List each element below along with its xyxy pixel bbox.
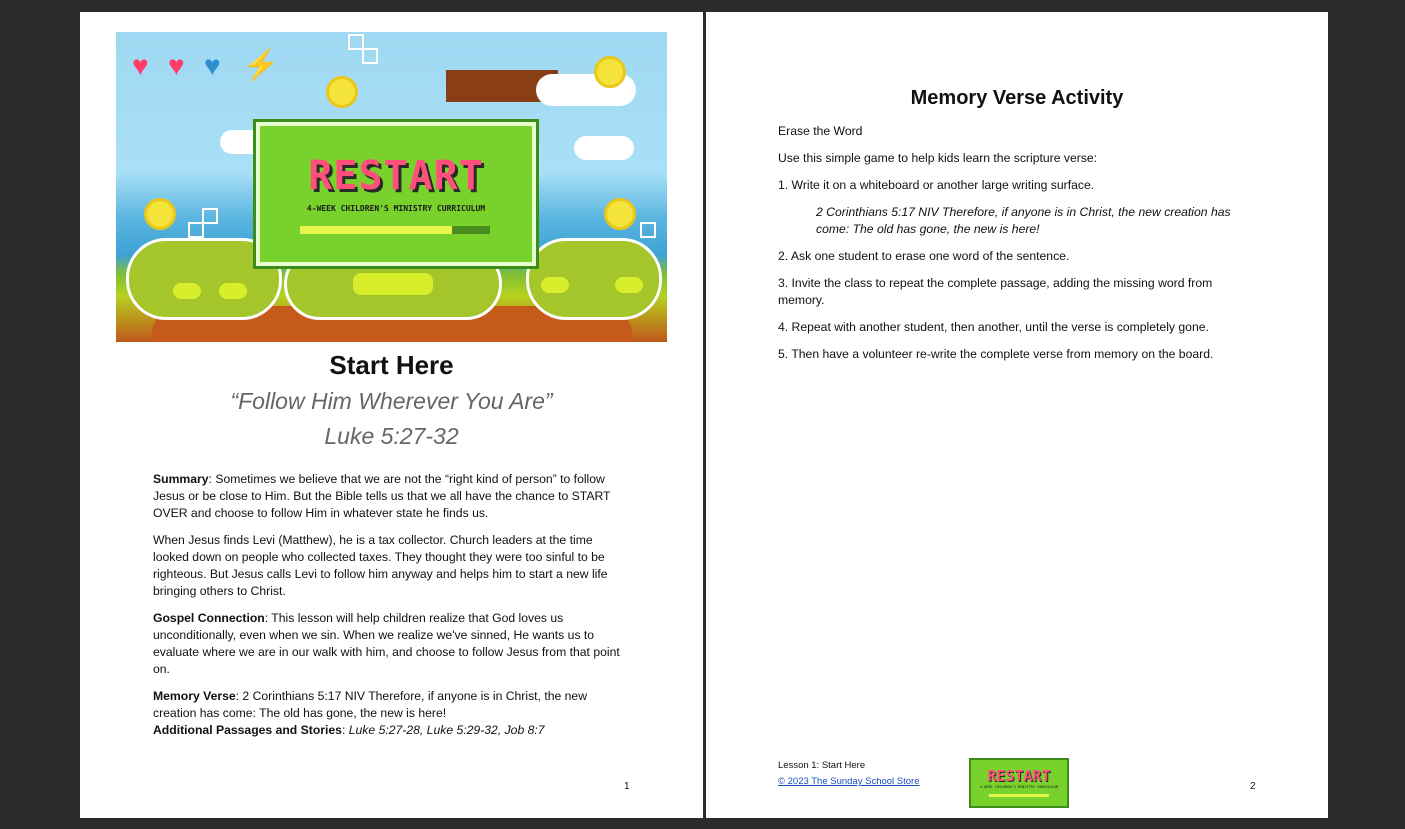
additional-paragraph <box>153 722 631 739</box>
activity-body <box>778 123 1238 373</box>
pixel-square <box>188 222 204 238</box>
copyright-link[interactable]: © 2023 The Sunday School Store <box>778 776 920 787</box>
logo-subtitle: 4-WEEK CHILDREN'S MINISTRY CURRICULUM <box>306 204 486 213</box>
step-2: 2. Ask one student to erase one word of the sentence. <box>778 249 1070 263</box>
coin-icon <box>144 198 176 230</box>
gospel-label: Gospel Connection <box>153 611 265 625</box>
page-number: 2 <box>1250 781 1256 792</box>
summary-label: Summary <box>153 472 209 486</box>
restart-logo: RESTART <box>308 153 484 199</box>
pixel-square <box>362 48 378 64</box>
section-title: Memory Verse Activity <box>910 87 1124 109</box>
cloud <box>574 136 634 160</box>
restart-banner-image <box>116 32 667 342</box>
game-name: Erase the Word <box>778 124 863 138</box>
game-screen <box>256 122 536 266</box>
footer-lesson: Lesson 1: Start Here <box>778 760 866 771</box>
page-number: 1 <box>624 781 630 792</box>
memory-label: Memory Verse <box>153 689 236 703</box>
page-2 <box>706 12 1328 818</box>
summary-text: : Sometimes we believe that we are not the “right kind of person” to follow Jesus or be close to Him. But the Bible tells us that we all have the chance to START OVER and choose to follow Him in whatever state he finds us. <box>153 472 611 520</box>
heart-icon: ♥ <box>168 50 185 81</box>
step-3: 3. Invite the class to repeat the complete passage, adding the missing word from memory. <box>778 276 1213 307</box>
bush <box>526 238 662 320</box>
footer-logo-subtitle: 4-WEEK CHILDREN'S MINISTRY CURRICULUM <box>980 785 1058 789</box>
summary-paragraph <box>153 471 631 522</box>
additional-text: Luke 5:27-28, Luke 5:29-32, Job 8:7 <box>348 723 545 737</box>
gospel-paragraph <box>153 610 631 678</box>
levi-paragraph: When Jesus finds Levi (Matthew), he is a tax collector. Church leaders at the time looked down on people who collected taxes. They thought they were too sinful to be righteous. But Jesus calls Levi to follow him anyway and helps him to start a new life bringing others to Christ. <box>153 533 608 598</box>
progress-bar <box>300 226 490 234</box>
page-footer <box>778 758 920 790</box>
coin-icon <box>604 198 636 230</box>
footer-logo <box>969 758 1069 808</box>
gospel-text: : This lesson will help children realize that God loves us unconditionally, even when we sin. When we realize we've sinned, He wants us to evaluate where we are in our walk with him, and choose to follow Jesus from that point on. <box>153 611 620 676</box>
pixel-square <box>640 222 656 238</box>
step-4: 4. Repeat with another student, then another, until the verse is completely gone. <box>778 320 1209 334</box>
verse-text: 2 Corinthians 5:17 NIV Therefore, if anyone is in Christ, the new creation has come: The old has gone, the new is here! <box>816 205 1231 236</box>
coin-icon <box>326 76 358 108</box>
scripture-reference: Luke 5:27-32 <box>324 423 459 449</box>
step-1: 1. Write it on a whiteboard or another large writing surface. <box>778 178 1095 192</box>
lesson-theme: “Follow Him Wherever You Are” <box>230 388 553 414</box>
page-1 <box>80 12 703 818</box>
page-title: Start Here <box>329 350 454 380</box>
additional-separator: : <box>341 723 349 737</box>
footer-logo-bar <box>989 794 1049 797</box>
additional-label: Additional Passages and Stories <box>153 723 342 737</box>
intro-text: Use this simple game to help kids learn the scripture verse: <box>778 151 1098 165</box>
memory-paragraph <box>153 688 631 722</box>
lightning-icon: ⚡ <box>242 49 280 82</box>
pixel-square <box>202 208 218 224</box>
coin-icon <box>594 56 626 88</box>
heart-icon: ♥ <box>204 50 221 81</box>
memory-text: : 2 Corinthians 5:17 NIV Therefore, if anyone is in Christ, the new creation has come: The old has gone, the new is here! <box>153 689 588 720</box>
progress-bar-fill <box>300 226 452 234</box>
lesson-body <box>153 471 631 749</box>
footer-logo-text: RESTART <box>987 767 1051 785</box>
step-5: 5. Then have a volunteer re-write the complete verse from memory on the board. <box>778 347 1214 361</box>
heart-icon: ♥ <box>132 50 149 81</box>
